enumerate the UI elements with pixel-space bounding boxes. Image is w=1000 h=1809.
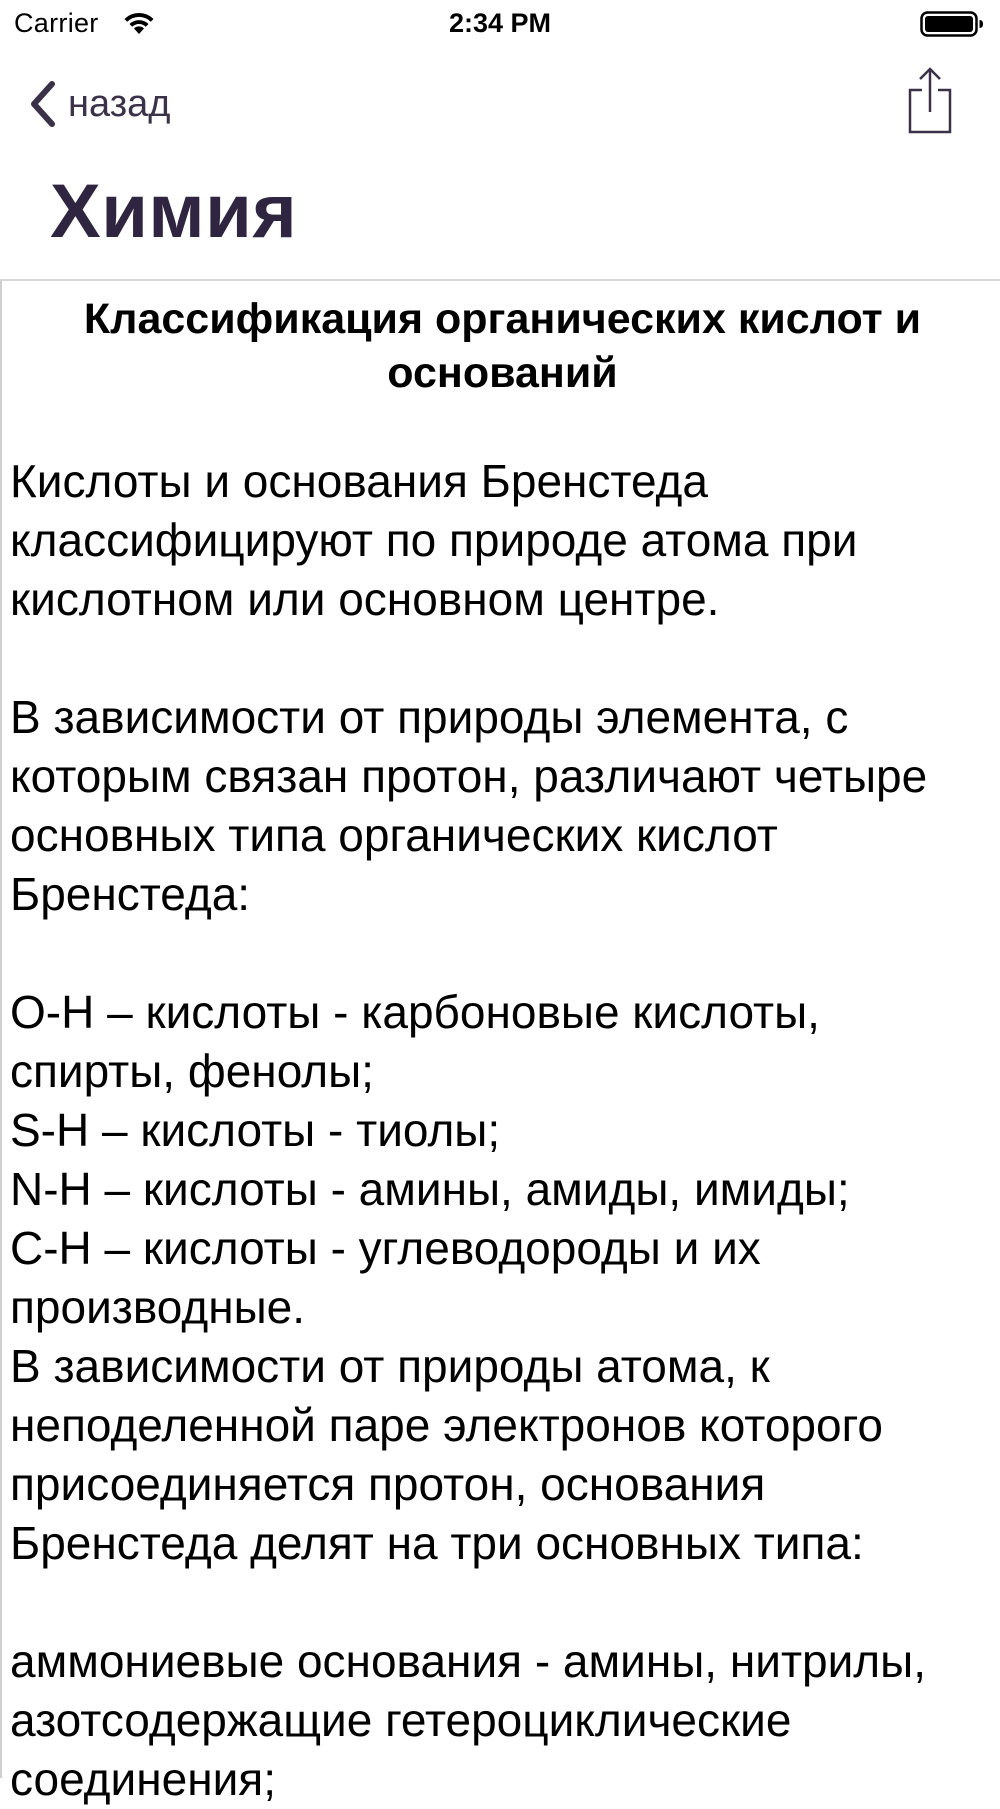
list-item-ch-acids: C-H – кислоты - углеводороды и их производные. (10, 1222, 761, 1333)
article-title: Классификация органических кислот и оснований (83, 295, 922, 397)
carrier-label: Carrier (14, 8, 99, 38)
list-item-ammonium-bases: аммониевые основания - амины, нитрилы, азотсодержащие гетероциклические соединения; (10, 1635, 926, 1805)
chevron-left-icon (28, 78, 58, 130)
paragraph-acid-types: В зависимости от природы элемента, с которым связан протон, различают четыре основных типа органических кислот Бренстеда: (10, 691, 928, 920)
spacer (10, 629, 995, 688)
status-bar (0, 0, 1000, 52)
spacer (10, 1573, 995, 1632)
spacer (10, 924, 995, 983)
page-title: Химия (50, 169, 298, 254)
back-button[interactable] (28, 74, 170, 134)
list-item-nh-acids: N-H – кислоты - амины, амиды, имиды; (10, 1163, 850, 1215)
paragraph-intro: Кислоты и основания Бренстеда классифицируют по природе атома при кислотном или основном центре. (10, 455, 858, 625)
battery-icon (920, 11, 984, 37)
article-content (10, 292, 995, 1809)
list-item-oh-acids: O-H – кислоты - карбоновые кислоты, спирты, фенолы; (10, 986, 820, 1097)
paragraph-base-types: В зависимости от природы атома, к неподеленной паре электронов которого присоединяется протон, основания Бренстеда делят на три основных типа: (10, 1340, 883, 1569)
share-icon[interactable] (904, 66, 956, 136)
header-divider (0, 279, 1000, 281)
spacer (10, 400, 995, 452)
back-button-label: назад (68, 82, 171, 125)
clock: 2:34 PM (448, 8, 552, 38)
content-left-border (0, 281, 2, 1778)
list-item-sh-acids: S-H – кислоты - тиолы; (10, 1104, 501, 1156)
